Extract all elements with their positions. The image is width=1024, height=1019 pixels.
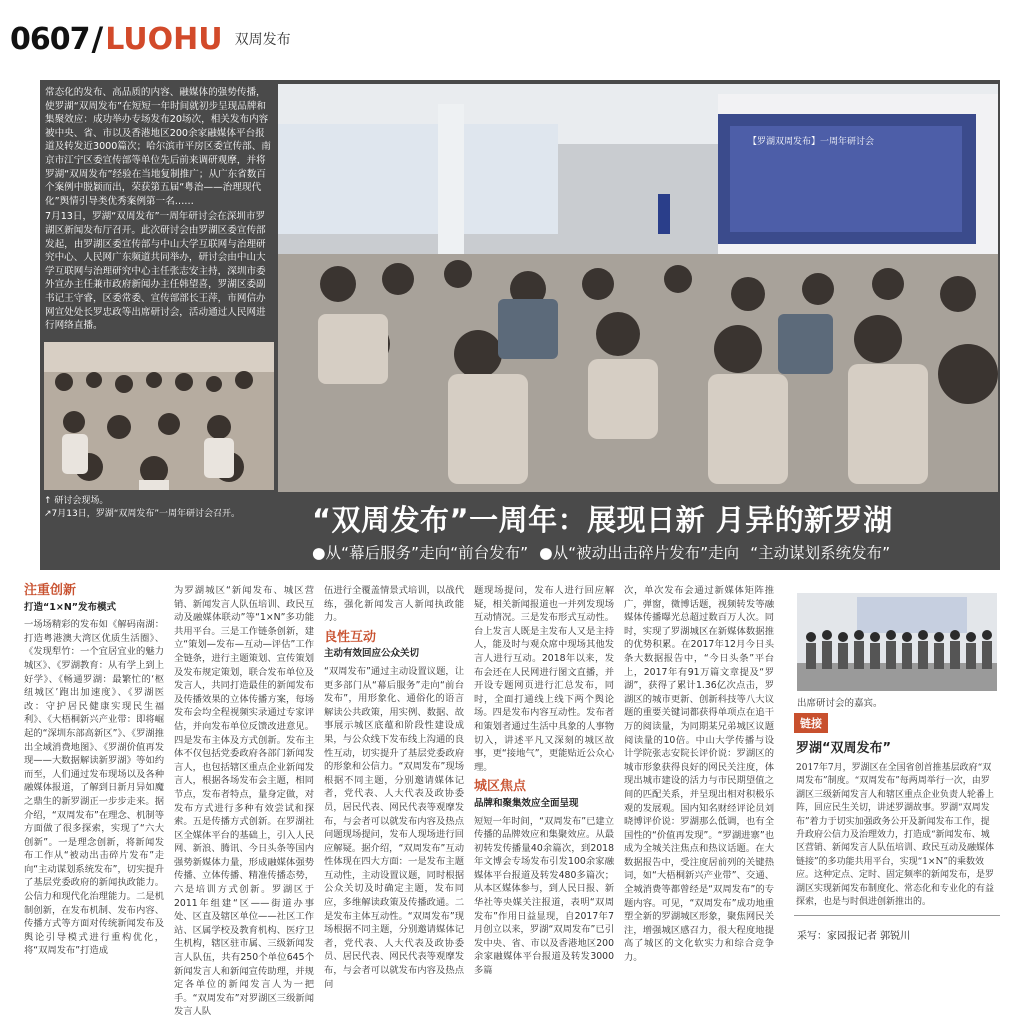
column-2-text: 为罗湖城区“新闻发布、城区营销、新闻发言人队伍培训、政民互动及融媒体联动”等“1×N”多功能共用平台。三是工作链条创新，建立“策划—发布—互动—评估”工作全链条，进行主题策划、宣传策划及发布规定策划，联合发布单位及发言人，共同打造最佳的新闻发布及传播效果的立体传播方案，每场发布会均全程视频实录通过专家评估，并向发布单位反馈改进意见。四是发布主体及方式创新。发布主体不仅包括党委政府各部门新闻发言人，也包括辖区重点企业新闻发言人，根据各场发布会主题，相同节点，发布者特点，量身定做，对发布方式进行多种有效尝试和探索。五是传播方式创新。在罗湖社区全媒体平台的基础上，引入人民网、新浪、腾讯、今日头条等国内强势新媒体力量，形成融媒体强势传播、立体传播、精准传播态势，六是培训方式创新。罗湖区于2011年组建“区——街道办事处、区直及辖区单位——社区工作站、区属学校及教育机构、医疗卫生机构，辖区驻市属、三级新闻发言人队伍，共有250个单位645个新闻发言人和新闻宣传助理，并规定各单位的新闻发言人为一把手。“双周发布”对罗湖区三级新闻发言人队 bbox=[174, 585, 314, 1018]
subhead-c: “主动谋划系统发布” bbox=[750, 544, 891, 562]
hero-panel bbox=[40, 80, 1000, 570]
divider bbox=[794, 915, 1000, 916]
column-1 bbox=[24, 584, 164, 958]
column-4-text-top: 题现场提问，发布人进行回应解疑，相关新闻报道也一并列发现场互动情况。三是发布形式互动性。台上发言人既是主发布人又是主持人，能及时与观众席中现场其他发言人进行互动。2018年以来，发布会还在人民网进行图文直播，并开设专题网页进行汇总发布，同时，全面打通线上线下两个舆论场。四是发布内容互动性。发布者和策划者通过生活中具象的人事物切入，讲述平凡又深刻的城区故事，更“接地气”，更能贴近公众心理。 bbox=[474, 585, 614, 773]
section-sub-interaction: 主动有效回应公众关切 bbox=[324, 648, 420, 660]
small-photo bbox=[44, 342, 274, 490]
section-sub-innovation: 打造“1×N”发布模式 bbox=[24, 601, 117, 613]
section-heading-innovation: 注重创新 bbox=[24, 583, 77, 598]
lead-text bbox=[45, 86, 271, 335]
section-heading-focus: 城区焦点 bbox=[474, 779, 527, 795]
link-text: 2017年7月，罗湖区在全国省创首推基层政府“双周发布”制度。“双周发布”每两周举行一次，由罗湖区三级新闻发言人和辖区重点企业负责人轮番上阵，回应民生关切，讲述罗湖故事。罗湖“双周发布”着力于切实加强政务公开及新闻发布工作，提升政府公信力及治理效力，打造成“新闻发布、城区营销、新闻发言人队伍培训、政民互动及融媒体链接”的多功能共用平台，实现“1×N”的乘数效应。这种定点、定时、固定频率的新闻发布，是罗湖区实现新闻发布制度化、常态化和专业化的有益探索，也是与时俱进创新推出的。 bbox=[796, 763, 995, 908]
column-3 bbox=[324, 584, 464, 991]
column-3-text-top: 伍进行全覆盖情景式培训，以战代练，强化新闻发言人新闻执政能力。 bbox=[324, 585, 464, 624]
subheadline bbox=[312, 541, 896, 563]
masthead bbox=[10, 22, 291, 56]
column-2 bbox=[174, 584, 314, 1019]
section-heading-interaction: 良性互动 bbox=[324, 629, 377, 645]
caption-line-1: ↑ 研讨会现场。 bbox=[44, 496, 109, 506]
sidebar-link-box bbox=[794, 712, 1000, 912]
column-4 bbox=[474, 584, 614, 978]
section-sub-focus: 品牌和聚集效应全面呈现 bbox=[474, 797, 579, 809]
column-5 bbox=[624, 584, 774, 965]
byline: 采写：家园报记者 郭锐川 bbox=[797, 931, 911, 942]
column-4-text: 短短一年时间，“双周发布”已建立传播的品牌效应和集聚效应。从最初转发传播量40余篇次，到2018年文博会专场发布引发100余家融媒体平台报道及转发480多篇次；从本区媒体参与，到人民日报、新华社等央媒关注报道，表明“双周发布”作用日益显现，自2017年7月创立以来，罗湖“双周发布”已引发中央、省、市以及香港地区200余家融媒体平台报道及转发3000多篇 bbox=[474, 815, 614, 977]
headline: “双周发布”一周年：展现日新 月异的新罗湖 bbox=[312, 503, 893, 537]
main-photo bbox=[278, 84, 998, 492]
page-number: 0607 bbox=[10, 21, 90, 57]
article-body bbox=[24, 583, 1004, 1018]
link-label: 链接 bbox=[794, 713, 828, 733]
screen-text: 【罗湖双周发布】一周年研讨会 bbox=[748, 137, 875, 147]
column-3-text: “双周发布”通过主动设置议题，让更多部门从“幕后服务”走向“前台发布”，用形象化、通俗化的语言解读公共政策，用实例、数据、故事展示城区底蕴和阶段性建设成果，与公众线下发布线上沟通的良性互动，切实提升了基层党委政府的形象和公信力。“双周发布”现场根据不同主题，分别邀请媒体记者，党代表、人大代表及政协委员，居民代表、网民代表等观摩发布，与会者可以就发布内容及热点问题现场提问，发布人现场进行回应解疑。据介绍，“双周发布”互动性体现在四大方面：一是发布主题互动性，主动设置议题，同时根据公众关切及时确定主题，发布同应，多维解读政策及传播政通。二是发布主体互动性。“双周发布”现场根据不同主题，分别邀请媒体记者，党代表、人大代表及政协委员、居民代表、网民代表等观摩发布，与会者可以就发布内容及热点问 bbox=[324, 665, 464, 990]
brand-logo: LUOHU bbox=[105, 21, 223, 57]
lead-paragraph-1: 常态化的发布、高品质的内容、融媒体的强势传播，使罗湖“双周发布”在短短一年时间就初步呈现品牌和集聚效应：成功举办专场发布20场次，相关发布内容被中央、省、市以及香港地区200余家融媒体平台报道及转发近3000篇次；哈尔滨市平房区委宣传部、南京市江宁区委宣传部等单位先后前来调研观摩，并将罗湖“双周发布”经验在当地复制推广；从广东省数百个案例中脱颖而出，荣获第五届“粤治——治理现代化”舆情引导类优秀案例第一名…… bbox=[45, 87, 271, 207]
subhead-b: ●从“被动出击碎片发布”走向 bbox=[539, 544, 740, 562]
link-title: 罗湖“双周发布” bbox=[796, 741, 892, 756]
guests-photo-caption: 出席研讨会的嘉宾。 bbox=[797, 698, 883, 709]
column-name: 双周发布 bbox=[234, 32, 291, 48]
guests-photo bbox=[797, 593, 997, 691]
subhead-a: ●从“幕后服务”走向“前台发布” bbox=[312, 544, 529, 562]
conference-hall-illustration bbox=[278, 84, 998, 492]
column-1-text: 一场场精彩的发布如《解码南湖：打造粤港澳大湾区优质生活圈》、《发现犁竹：一个宜居宜业的魅力城区》、《罗湖教育：从有学上到上好学》、《畅通罗湖：最繁忙的‘枢纽城区’跑出加速度》、《罗湖医改：守护居民健康实现民生福利》、《大梧桐新兴产业带：即将崛起的“深圳东部高新区”》、《罗湖推出全域消费地图》、《罗湖价值再发现——大数据解读新罗湖》等如约而至，人们通过发布现场以及各种融媒体报道，了解到日新月异如魔之鼎生的新罗湖正一步步走来。据介绍，“双周发布”在理念、机制等方面做了很多探索，实现了“六大创新”。一是理念创新，将新闻发布工作从“被动出击碎片发布”走向“主动谋划系统发布”，切实提升了基层党委政府的新闻执政能力。公信力和现代化治理能力。二是机制创新，在发布机制、发布内容、传播方式等方面对传统新闻发布及舆论引导模式进行重构优化，将“双周发布”打造成 bbox=[24, 619, 164, 957]
masthead-slash: / bbox=[91, 20, 104, 58]
lead-paragraph-2: 7月13日，罗湖“双周发布”一周年研讨会在深圳市罗湖区新闻发布厅召开。此次研讨会由罗湖区委宣传部发起，由罗湖区委宣传部与中山大学互联网与治理研究中心、人民网广东频道共同举办，研讨会由中山大学互联网与治理研究中心主任张志安主持，深圳市委外宣办主任兼市政府新闻办主任韩望喜，罗湖区委副书记王守睿，区委常委、宣传部部长王萍，市网信办网宣处处长罗忠政等出席研讨会，活动通过人民网进行网络直播。 bbox=[45, 211, 266, 332]
column-5-text: 次，单次发布会通过新媒体矩阵推广，弹窗，微博话题，视频转发等融媒体传播曝光总超过数百万人次。同时，实现了罗湖城区在新媒体数据推的优势积累。在2017年12月今日头条大数据报告中，“今日头条”平台上，2017年有91万篇文章提及“罗湖”，获得了累计1.36亿次点击，罗湖区的城市更新、创新科技等八大议题的重要关键词都获得单项点在追干万的阅读量，为同期某兄弟城区议题阅读量的10倍。中山大学传播与设计学院张志安院长评价说：罗湖区的城市形象获得良好的网民关注度，体现出城市建设的活力与市民期望值之间的匹配关系，并呈现出相对积极乐观的发展观。国内知名财经评论员刘晓博评价说：罗湖那么低调，也有全国性的“价值再发现”。“罗湖进寨”也成为全城关注焦点和热议话题。在大数据报告中，受注度居前列的关键热词，如“大梧桐新兴产业带”、交通、全城消费等都曾经是“双周发布”的专题内容。可见，“双周发布”成功地重塑全新的罗湖城区形象，聚焦网民关注，增强城区感召力，很大程度地提高了城区的文化软实力和综合竞争力。 bbox=[624, 585, 774, 964]
caption-line-2: ↗7月13日，罗湖“双周发布”一周年研讨会召开。 bbox=[44, 509, 241, 519]
small-photo-caption bbox=[44, 495, 274, 521]
audience-illustration bbox=[44, 342, 274, 490]
guests-illustration bbox=[797, 593, 997, 691]
